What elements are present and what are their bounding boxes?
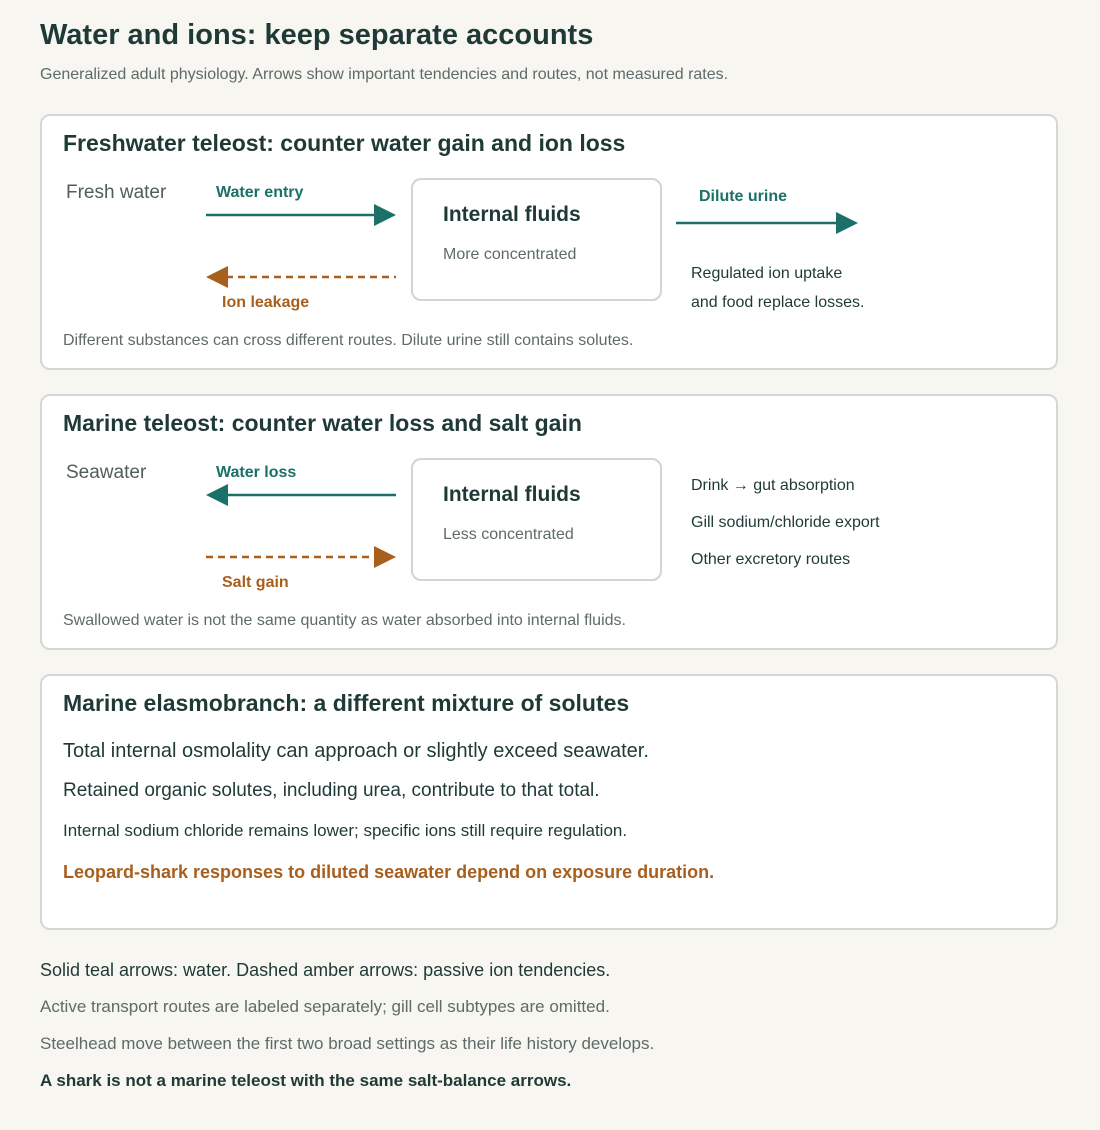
water-entry-arrow	[206, 202, 396, 228]
water-loss-label: Water loss	[216, 464, 297, 481]
ion-uptake-line-1: Regulated ion uptake	[691, 265, 843, 282]
route-gill-export: Gill sodium/chloride export	[691, 514, 880, 531]
salt-gain-label: Salt gain	[222, 574, 289, 591]
freshwater-panel	[40, 114, 1058, 370]
dilute-urine-label: Dilute urine	[699, 188, 788, 205]
internal-fluids-box	[411, 458, 662, 581]
internal-fluids-subtitle: Less concentrated	[443, 526, 574, 543]
marine-note: Swallowed water is not the same quantity as water absorbed into internal fluids.	[63, 612, 626, 629]
internal-fluids-title: Internal fluids	[443, 203, 581, 226]
footer-legend: Solid teal arrows: water. Dashed amber arrows: passive ion tendencies.	[40, 960, 611, 980]
seawater-environment-label: Seawater	[66, 462, 147, 483]
ion-leakage-arrow	[206, 264, 396, 290]
internal-fluids-title: Internal fluids	[443, 483, 581, 506]
freshwater-environment-label: Fresh water	[66, 182, 167, 203]
ion-uptake-line-2: and food replace losses.	[691, 294, 865, 311]
route-drink: Drink → gut absorption	[691, 477, 855, 494]
elasmobranch-line-1: Total internal osmolality can approach or slightly exceed seawater.	[63, 740, 649, 762]
water-entry-label: Water entry	[216, 184, 304, 201]
freshwater-heading: Freshwater teleost: counter water gain and ion loss	[63, 130, 626, 156]
page-title: Water and ions: keep separate accounts	[40, 19, 594, 51]
elasmobranch-panel	[40, 674, 1058, 930]
elasmobranch-heading: Marine elasmobranch: a different mixture of solutes	[63, 690, 630, 716]
internal-fluids-box	[411, 178, 662, 301]
marine-heading: Marine teleost: counter water loss and salt gain	[63, 410, 582, 436]
dilute-urine-arrow	[676, 210, 858, 236]
leopard-shark-highlight: Leopard-shark responses to diluted seawater depend on exposure duration.	[63, 862, 715, 882]
internal-fluids-subtitle: More concentrated	[443, 246, 577, 263]
ion-leakage-label: Ion leakage	[222, 294, 310, 311]
footer-note-1: Active transport routes are labeled separately; gill cell subtypes are omitted.	[40, 997, 610, 1016]
footer-emphasis: A shark is not a marine teleost with the same salt-balance arrows.	[40, 1071, 572, 1090]
freshwater-note: Different substances can cross different routes. Dilute urine still contains solutes.	[63, 332, 634, 349]
page-subtitle: Generalized adult physiology. Arrows show important tendencies and routes, not measured rates.	[40, 66, 729, 83]
footer-note-2: Steelhead move between the first two broad settings as their life history develops.	[40, 1034, 655, 1053]
route-other-excretory: Other excretory routes	[691, 551, 851, 568]
salt-gain-arrow	[206, 544, 396, 570]
elasmobranch-line-2: Retained organic solutes, including urea, contribute to that total.	[63, 780, 600, 801]
water-loss-arrow	[206, 482, 396, 508]
elasmobranch-line-3: Internal sodium chloride remains lower; specific ions still require regulation.	[63, 821, 628, 840]
marine-teleost-panel	[40, 394, 1058, 650]
